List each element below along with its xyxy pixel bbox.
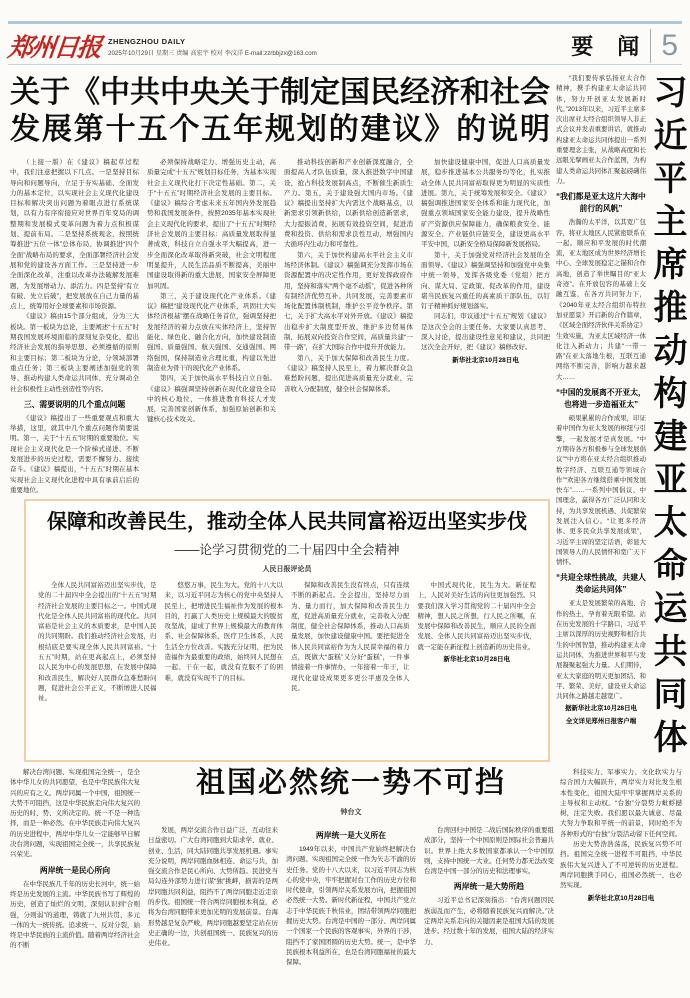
minsheng-column-1 <box>38 581 157 753</box>
xi-article-column <box>556 74 646 765</box>
unification-byline: 钟台文 <box>340 809 362 816</box>
article-paragraph: 硕果累累的合作成果，印证着中国作为亚太发展的枢纽与引擎，一起发展才是真发展。“中方期待各方积极参与全球发展倡议”“中方将在亚太经合组织推动数字经济、互联互通等领域合作”“欢迎各方继续搭乘中国发展快车”……一系列中国倡议、中国理念，赢得各方广泛认同和支持，为共享发展机遇、共促繁荣发展注入信心。“让更多经济体、更多民众共享发展成果”，习近平主席的坚定话语，彰显大国领导人的人民情怀和宽广天下情怀。 <box>556 415 646 567</box>
article-paragraph: 历史大势浩浩荡荡，民族复兴势不可挡。祖国完全统一进程不可阻挡，中华民族伟大复兴进入了不可逆转的历史进程。两岸同胞携手同心，祖国必然统一，也必然实现。 <box>560 841 682 890</box>
article-paragraph: 1949年以来，中国共产党始终把解决台湾问题、实现祖国完全统一作为矢志不渝的历史任务。党的十八大以来，以习近平同志为核心的党中央，牢牢把握对台工作的历史方位和时代使命，引领两岸关系发展方向，把握祖国必然统一大势。新时代新征程，中国共产党立志于中华民族千秋伟业，团结带领两岸同胞把握历史大势。台湾是中国的一部分、两岸同属一个国家一个民族的客观事实，外界的干涉，阻挡不了家国团圆的历史大势。统一，是中华民族根本利益所在，也是台湾同胞福祉的最大保障。 <box>286 846 416 967</box>
minsheng-body <box>38 581 536 753</box>
minsheng-headline: 保障和改善民生，推动全体人民共同富裕迈出坚实步伐 <box>47 511 527 533</box>
article-subheading: “共迎全球性挑战，共建人类命运共同体” <box>556 573 646 595</box>
article-paragraph: 《建议》稿由15个部分组成，分为三大板块。第一板块为总论，主要阐述“十五五”时期我国发展环境面临的深刻复杂变化，提出经济社会发展的指导思想、必须遵循的原则和主要目标；第二板块为分论，分领域部署重点任务；第三板块主要阐述加强党的领导、推动构建人类命运共同体、充分调动全社会积极性主动性创造性等内容。 <box>10 313 139 393</box>
minsheng-column-3 <box>291 581 410 753</box>
unification-body <box>148 826 554 996</box>
article-paragraph: 第四，关于加快高水平科技自立自强。《建议》稿强调坚持创新在现代化建设全局中的核心地位，一体推进教育科技人才发展，完善国家创新体系，加强原始创新和关键核心技术攻关。 <box>147 375 276 424</box>
header-rule <box>8 64 682 65</box>
main-article-column-3 <box>284 158 413 498</box>
unification-headline-block <box>148 766 554 817</box>
article-paragraph: （上接一版）在《建议》稿起草过程中，我们注意把握以下几点。一是坚持目标导向和问题导向，立足于夯实基础、全面发力的基本定位，以实现社会主义现代化建设目标和解决突出问题为着眼点进行系统谋划，以有力有序衔接应对世界百年变局的调整期和发展模式变革问题为着力点积极谋划、提前布局。二是坚持系统观念，按照统筹推进“五位一体”总体布局、协调推进“四个全面”战略布局的要求，全面部署经济社会发展和党的建设各方面工作。三是坚持进一步全面深化改革，注重以改革办法破解发展难题，为发展增动力、添活力。四是坚持“有立有破、先立后破”，把发展放在自己力量的基点上，统筹用好全球要素和市场资源。 <box>10 159 139 311</box>
article-dateline: 新华社北京10月28日电 <box>587 894 655 902</box>
minsheng-column-4 <box>418 581 537 753</box>
article-paragraph: “我们要传承弘扬亚太合作精神，携手构建亚太命运共同体，努力开创亚太发展新时代。”2013年以来，习近平主席多次出席亚太经合组织领导人非正式会议并发表重要讲话，就推动构建亚太命运共同体提出一系列重要理念主张，从战略高度和长远眼光擘画亚太合作蓝图，为构建人类命运共同体汇聚起磅礴伟力。 <box>556 75 646 185</box>
article-subheading: “我们都是亚太这片大海中前行的风帆” <box>556 192 646 214</box>
article-paragraph: 加快建设健康中国，促进人口高质量发展，稳步推进基本公共服务均等化，扎实推动全体人民共同富裕取得更为明显的实质性进展。第九，关于统筹发展和安全。《建议》稿强调推进国家安全体系和能力现代化，加强重点领域国家安全能力建设，提升战略性矿产资源供应保障能力，确保粮食安全、能源安全、产业链供应链安全，建设更高水平平安中国，以新安全格局保障新发展格局。 <box>421 159 550 249</box>
article-dateline: 新华社北京10月28日电 <box>443 656 510 664</box>
main-article-column-4 <box>421 158 550 498</box>
article-subheading: “中国的发展离不开亚太，也将进一步造福亚太” <box>556 388 646 410</box>
headline-line-1: 关于《中共中央关于制定国民经济和社会 <box>10 76 550 109</box>
article-paragraph: 亚太是发展繁荣的高地、合作的热土，孕育着无限希望。站在历史发展的十字路口，习近平主席以深厚的历史视野和相合共生的中国智慧，推动构建亚太命运共同体，为推进世界和平与发展凝聚起强大力量。人们期待，亚太大家庭的明天更加团结、和平、繁荣、美好，建设亚太命运共同体之路越走越宽广。 <box>556 600 646 701</box>
article-paragraph: 第三，关于建设现代化产业体系。《建议》稿把“建设现代化产业体系，巩固壮大实体经济根基”摆在战略任务首位，强调坚持把发展经济的着力点放在实体经济上，坚持智能化、绿色化、融合化方向，加快建设制造强国、质量强国、航天强国、交通强国、网络强国，保持制造业合理比重，构建以先进制造业为骨干的现代化产业体系。 <box>147 292 276 372</box>
article-paragraph: 浩瀚的太平洋，以其宽广包容，将亚太地区人民紧密联系在一起。顺应和平发展的时代潮流，亚太地区成为世界经济增长中心、全球发展稳定之锚和合作高地，创造了举世瞩目的“亚太奇迹”。在开放包容的基础上交融互鉴，在各方共同努力下，《2040年亚太经合组织布特拉加亚愿景》开启新的合作篇章，《区域全面经济伙伴关系协定》生效实施，为亚太区域经济一体化注入新动力；共建“一带一路”在亚太落地生根，互联互通网络不断完善，影响力越来越大…… <box>556 219 646 381</box>
article-subheading: 两岸统一是民心所向 <box>39 865 111 875</box>
unification-headline: 祖国必然统一势不可挡 <box>195 767 506 799</box>
masthead-divider <box>650 29 651 63</box>
article-subheading: 两岸统一是大义所在 <box>315 831 387 840</box>
article-paragraph: 第八，关于加大保障和改善民生力度。《建议》稿坚持人民至上，着力解决群众急难愁盼问题，提出促进高质量充分就业，完善收入分配制度，健全社会保障体系。 <box>284 354 413 393</box>
article-paragraph: 第六，关于加快构建高水平社会主义市场经济体制。《建议》稿强调充分发挥市场在资源配置中的决定性作用，更好发挥政府作用，坚持和落实“两个毫不动摇”，促进各种所有制经济优势互补、共同发展，完善要素市场化配置体制机制，维护公平竞争秩序。第七，关于扩大高水平对外开放。《建议》稿提出稳步扩大制度型开放，维护多边贸易体制，拓展双向投资合作空间，高质量共建“一带一路”，在扩大国际合作中提升开放能力。 <box>284 251 413 352</box>
article-paragraph: 悠悠万事，民生为大。党的十八大以来，以习近平同志为核心的党中央坚持人民至上，把增进民生福祉作为发展的根本目的，打赢了人类历史上规模最大的脱贫攻坚战，建成了世界上规模最大的教育体系、社会保障体系、医疗卫生体系，人民生活全方位改善。实践充分证明，把为民造福作为最重要的政绩，始终同人民想在一起、干在一起，就没有克服不了的困难，就没有实现不了的目标。 <box>164 582 283 682</box>
article-paragraph: 《建议》稿提出了一些重要观点和重大举措，这里，就其中几个重点问题作简要说明。第一，关于“十五五”时期的重要地位。实现社会主义现代化是一个阶梯式递进、不断发展进步的历史过程，需要不懈努力、接续奋斗。《建议》稿提出，“十五五”时期在基本实现社会主义现代化进程中具有承前启后的重要地位。 <box>10 414 139 494</box>
masthead <box>8 29 682 62</box>
unification-column-1 <box>10 768 140 996</box>
article-paragraph: 科技实力、军事实力、文化软实力与综合国力大幅跃升，两岸实力对比发生根本性变化，祖国大陆牢牢掌握两岸关系的主导权和主动权。“台独”分裂势力蚍蜉撼树，注定失败。我们愿以最大诚意、尽最大努力争取和平统一的前景，同时绝不为各种形式的“台独”分裂活动留下任何空间。 <box>560 769 682 838</box>
minsheng-article-box <box>24 499 550 762</box>
article-paragraph: 习近平总书记深刻指出：“台湾问题因民族弱乱而产生，必将随着民族复兴而解决。”决定两岸关系走向的关键因素是祖国大陆的发展进步。经过数十年的发展，祖国大陆的经济实力、 <box>424 897 554 946</box>
article-paragraph: 在中华民族几千年的历史长河中，统一始终是历史发展的主流。中华民族书写了辉煌的历史，创造了灿烂的文明，深刻认识到“合则强，分则弱”的道理，铸就了九州共贯、多元一体的大一统传统。追求统一、反对分裂，始终是中华民族的主流价值。随着两岸经济社会的不断 <box>10 880 140 950</box>
article-paragraph: 保障和改善民生没有终点，只有连续不断的新起点。全会提出，坚持尽力而为、量力而行，加大保障和改善民生力度，促进高质量充分就业，完善收入分配制度，健全社会保障体系，推动人口高质量发展，加快建设健康中国。要把促进全体人民共同富裕作为为人民谋幸福的着力点，既做大“蛋糕”又分好“蛋糕”，一件事情接着一件事情办，一年接着一年干，让现代化建设成果更多更公平惠及全体人民。 <box>291 582 410 692</box>
section-label: 要 闻 <box>571 34 649 59</box>
article-paragraph: 解决台湾问题、实现祖国完全统一，是全体中华儿女的共同愿望，也是中华民族伟大复兴的应有之义。两岸同属一个中国，祖国统一大势不可阻挡，这是中华民族走向伟大复兴的历史的时、势、义所决定的。统一不是一种选择，而是一种必然。在中华民族走向伟大复兴的历史进程中，两岸中华儿女一定能够早日解决台湾问题，实现祖国完全统一，共享民族复兴荣光。 <box>10 769 140 859</box>
minsheng-byline: 人民日报评论员 <box>262 566 312 573</box>
top-rule <box>8 21 682 24</box>
unification-column-5 <box>560 768 682 996</box>
minsheng-column-2 <box>165 581 284 753</box>
article-subheading: 三、需要说明的几个重点问题 <box>23 399 126 409</box>
article-dateline: 新华社北京10月28日电 <box>452 356 519 364</box>
masthead-info <box>108 37 317 57</box>
article-paragraph: 台湾回归中国是二战后国际秩序的重要组成部分，坚持一个中国原则是国际社会普遍共识。世界上绝大多数国家都承认一个中国原则，支持中国统一大业。任何势力都无法改变台湾是中国一部分的历史和法理事实。 <box>424 827 554 876</box>
masthead-dateline: 2025年10月29日 星期三 责编 高宏宇 校对 李汶洋 E-mail:zzrbbjzx@163.com <box>108 50 317 57</box>
article-paragraph: 第十，关于加强党对经济社会发展的全面领导。《建议》稿强调坚持和加强党中央集中统一领导，发挥各级党委（党组）把方向、谋大局、定政策、促改革的作用，建设堪当民族复兴重任的高素质干部队伍，以钉钉子精神抓好规划落实。 <box>421 251 550 311</box>
unification-column-2 <box>148 826 278 996</box>
main-article-headline <box>10 74 550 148</box>
article-subheading: 两岸统一是大势所趋 <box>453 882 525 892</box>
xi-article-body <box>556 74 646 765</box>
main-article-column-2 <box>147 158 276 498</box>
newspaper-logo: 郑州日报 <box>6 32 102 62</box>
page-number: 5 <box>661 28 678 62</box>
article-dateline: 全文详见郑州日报客户端 <box>565 717 637 725</box>
article-paragraph: 必须保持战略定力、增强历史主动，高质量完成“十五五”规划目标任务，为基本实现社会主义现代化打下决定性基础。第二，关于“十五五”时期经济社会发展的主要目标。《建议》稿综合考虑未来五年国内外发展趋势和我国发展条件，按照2035年基本实现社会主义现代化的要求，提出了“十五五”时期经济社会发展的主要目标：高质量发展取得显著成效，科技自立自强水平大幅提高，进一步全面深化改革取得新突破，社会文明程度明显提升，人民生活品质不断提高，美丽中国建设取得新的重大进展，国家安全屏障更加巩固。 <box>147 159 276 290</box>
article-paragraph: 全体人民共同富裕迈出坚实步伐，是党的二十届四中全会提出的“十五五”时期经济社会发展的主要目标之一。中国式现代化是全体人民共同富裕的现代化。共同富裕是社会主义的本质要求，是中国人民的共同期盼。我们推动经济社会发展，归根结底是要实现全体人民共同富裕。“十五五”时期，站在更高起点上，必须坚持以人民为中心的发展思想，在发展中保障和改善民生，解决好人民群众急难愁盼问题，促进社会公平正义，不断增进人民福祉。 <box>38 582 157 703</box>
main-article-column-1 <box>10 158 139 498</box>
minsheng-subtitle: ——论学习贯彻党的二十届四中全会精神 <box>174 543 400 557</box>
newspaper-name-en: ZHENGZHOU DAILY <box>108 37 186 46</box>
headline-line-2: 发展第十五个五年规划的建议》的说明 <box>10 113 550 146</box>
article-dateline: 据新华社北京10月28日电 <box>565 705 637 713</box>
unification-column-3 <box>286 826 416 996</box>
article-paragraph: 中国式现代化，民生为大。新征程上，人民对美好生活的向往更加强烈。只要我们深入学习贯彻党的二十届四中全会精神，想人民之所想，行人民之所嘱，在发展中保障和改善民生，顺应人民的全面发展、全体人民共同富裕迈出坚实步伐，就一定能在新征程上创造新的历史伟业。 <box>417 582 536 651</box>
article-paragraph: 同志们，审议通过“十五五”规划《建议》是这次全会的主要任务。大家要认真思考、深入讨论，提出建设性意见和建议，共同把这次全会开好，把《建议》稿修改好。 <box>421 313 550 352</box>
main-article-body <box>10 158 550 498</box>
article-paragraph: 发展，两岸交流合作日益广泛，互动往来日益密切。广大台湾同胞到大陆求学、就业、创业、生活，同大陆同胞共享发展机遇。事实充分说明，两岸同胞血脉相连、命运与共，加强交流合作是民心所向、大势所趋。民进党当局勾连外部势力进行谋“独”挑衅，损害的是两岸同胞共同利益，阻挡不了两岸同胞走近走亲的步伐。祖国统一符合两岸同胞根本利益，必将为台湾同胞带来更加光明的发展前景。台海形势越是复杂严峻，两岸同胞越要坚定站在历史正确的一边，共创祖国统一、民族复兴的历史伟业。 <box>148 827 278 948</box>
xi-article-vertical-headline: 习近平主席推动构建亚太命运共同体 <box>648 74 686 762</box>
article-paragraph: 推动科技创新和产业创新深度融合，全面提高人才队伍质量，深入推进数字中国建设，抢占科技发展制高点，不断催生新质生产力。第五，关于建设强大国内市场。《建议》稿提出坚持扩大内需这个战略基点，以新需求引领新供给，以新供给创造新需求，大力提振消费，拓展有效投资空间，促进消费和投资、供给和需求良性互动，增强国内大循环内生动力和可靠性。 <box>284 159 413 249</box>
unification-column-4 <box>424 826 554 996</box>
